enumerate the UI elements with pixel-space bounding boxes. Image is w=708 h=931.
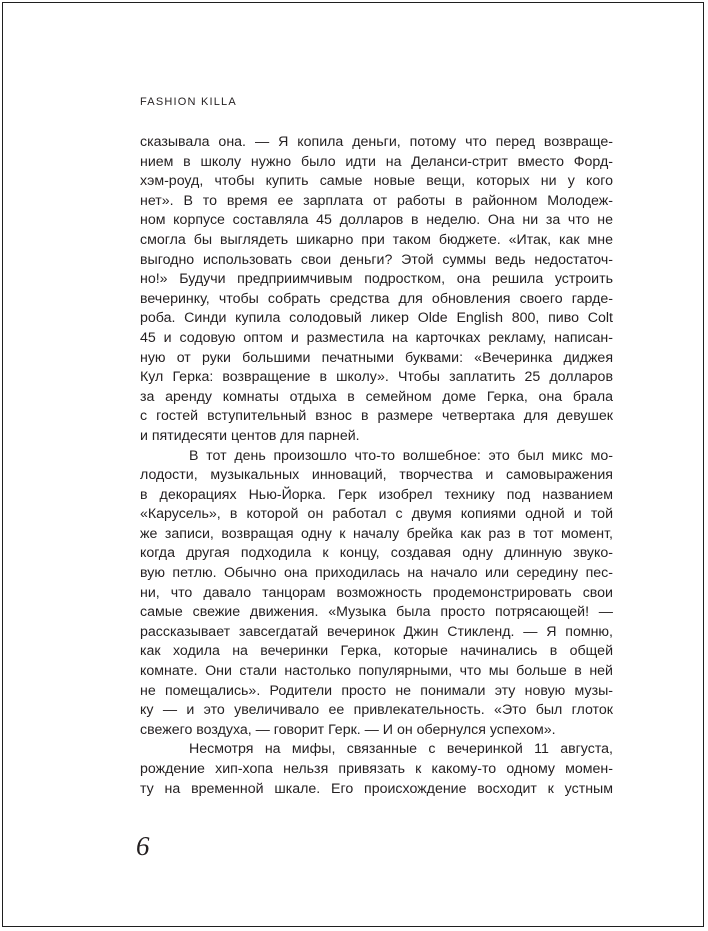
text-line: самые свежие движения. «Музыка была просто потрясающей! — bbox=[140, 604, 613, 621]
text-line: вую петлю. Обычно она приходилась на начало или середину пес- bbox=[140, 565, 613, 582]
body-text bbox=[140, 133, 613, 799]
text-line: комнате. Они стали настолько популярными, что мы больше в ней bbox=[140, 663, 613, 680]
text-line: Несмотря на мифы, связанные с вечеринкой 11 августа, bbox=[189, 741, 613, 758]
text-line: роба. Синди купила солодовый ликер Olde English 800, пиво Colt bbox=[140, 310, 613, 327]
paragraph bbox=[140, 740, 613, 799]
text-line: же записи, возвращая одну к началу брейка как раз в тот момент, bbox=[140, 525, 613, 542]
text-line: «Карусель», в которой он работал с двумя копиями одной и той bbox=[140, 506, 613, 523]
text-line: Кул Герка: возвращение в школу». Чтобы заплатить 25 долларов bbox=[140, 369, 613, 386]
text-line: хэм-роуд, чтобы купить самые новые вещи, которых ни у кого bbox=[140, 173, 613, 190]
running-head: FASHION KILLA bbox=[140, 96, 237, 108]
text-line: лодости, музыкальных инноваций, творчества и самовыражения bbox=[140, 467, 613, 484]
text-line: не помещались». Родители просто не понимали эту новую музы- bbox=[140, 682, 613, 699]
text-line: ку — и это увеличивало ее привлекательность. «Это был глоток bbox=[140, 702, 613, 719]
text-line: ном корпусе составляла 45 долларов в неделю. Она ни за что не bbox=[140, 212, 613, 229]
text-line: выгодно использовать свои деньги? Этой суммы ведь недостаточ- bbox=[140, 251, 613, 268]
text-line: нет». В то время ее зарплата от работы в районном Молодеж- bbox=[140, 192, 613, 209]
text-line: нием в школу нужно было идти на Деланси-стрит вместо Форд- bbox=[140, 153, 613, 170]
text-line: сказывала она. — Я копила деньги, потому что перед возвраще- bbox=[140, 134, 613, 150]
text-line: но!» Будучи предприимчивым подростком, она решила устроить bbox=[140, 271, 613, 288]
text-line: смогла бы выглядеть шикарно при таком бюджете. «Итак, как мне bbox=[140, 231, 613, 248]
text-line: ни, что давало танцорам возможность продемонстрировать свои bbox=[140, 584, 613, 601]
text-line: рассказывает завсегдатай вечеринок Джин Стикленд. — Я помню, bbox=[140, 623, 613, 640]
text-line: ную от руки большими печатными буквами: «Вечеринка диджея bbox=[140, 349, 613, 366]
text-line: как ходила на вечеринки Герка, которые начинались в общей bbox=[140, 643, 613, 660]
paragraph bbox=[140, 133, 613, 447]
text-line: В тот день произошло что-то волшебное: это был микс мо- bbox=[189, 447, 613, 464]
text-line: ту на временной шкале. Его происхождение восходит к устным bbox=[140, 780, 613, 797]
text-line: 45 и содовую оптом и разместила на карточках рекламу, написан- bbox=[140, 329, 613, 346]
page-number: 6 bbox=[136, 831, 150, 861]
text-line: свежего воздуха, — говорит Герк. — И он обернулся успехом». bbox=[140, 721, 556, 738]
text-line: за аренду комнаты отдыха в семейном доме Герка, она брала bbox=[140, 388, 613, 405]
text-line: рождение хип-хопа нельзя привязать к какому-то одному момен- bbox=[140, 761, 613, 777]
paragraph bbox=[140, 447, 613, 741]
text-line: вечеринку, чтобы собрать средства для обновления своего гарде- bbox=[140, 290, 613, 307]
text-line: с гостей вступительный взнос в размере четвертака для девушек bbox=[140, 408, 613, 425]
text-line: и пятидесяти центов для парней. bbox=[140, 427, 360, 444]
text-line: когда другая подходила к концу, создавая одну длинную звуко- bbox=[140, 545, 613, 562]
text-line: в декорациях Нью-Йорка. Герк изобрел технику под названием bbox=[140, 486, 613, 503]
